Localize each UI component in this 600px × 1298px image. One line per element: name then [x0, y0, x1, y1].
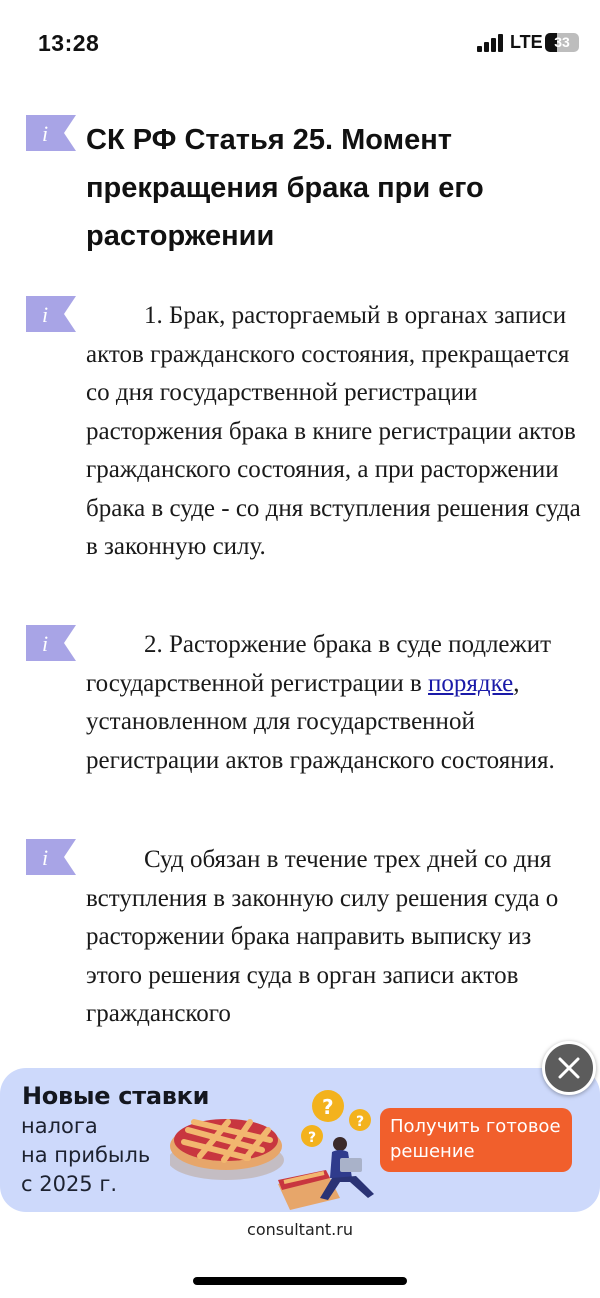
svg-text:i: i [42, 631, 49, 656]
paragraph-text: 2. Расторжение брака в суде подлежит государственной регистрации в [86, 631, 552, 697]
paragraph-text: Суд обязан в течение трех дней со дня вступления в законную силу решения суда о расторжении брака направить выписку из этого решения суда в орган записи актов гражданского [86, 846, 559, 1027]
paragraph-text: , установленном для государственной регистрации актов гражданского состояния. [86, 669, 555, 774]
svg-text:i: i [42, 121, 49, 146]
ad-subtitle: налога [21, 1114, 98, 1138]
battery-level: 33 [554, 34, 570, 50]
article-paragraph [86, 626, 586, 780]
svg-text:?: ? [356, 1114, 365, 1130]
svg-text:i: i [42, 302, 49, 327]
paragraph-text: 1. Брак, расторгаемый в органах записи актов гражданского состояния, прекращается со дня государственной регистрации расторжения брака в книге регистрации актов гражданского состояния, а при расторжении брака в суде - со дня вступления решения суда в законную силу. [86, 302, 581, 560]
close-icon [558, 1057, 580, 1079]
svg-text:i: i [42, 845, 49, 870]
signal-icon [477, 34, 505, 52]
ad-subtitle: с 2025 г. [21, 1172, 118, 1196]
article-paragraph [86, 841, 586, 1034]
get-solution-button[interactable]: Получить готовое решение [380, 1108, 572, 1172]
status-bar [0, 0, 600, 90]
pie-illustration [170, 1086, 385, 1212]
article-title: СК РФ Статья 25. Момент прекращения брака при его расторжении [86, 124, 484, 252]
battery-icon [545, 33, 579, 52]
status-time: 13:28 [38, 30, 100, 56]
close-ad-button[interactable] [542, 1041, 596, 1095]
article-paragraph [86, 297, 586, 567]
info-flag-icon[interactable] [26, 296, 76, 332]
ad-title: Новые ставки [22, 1082, 210, 1110]
svg-text:?: ? [308, 1130, 317, 1146]
info-flag-icon[interactable] [26, 115, 76, 151]
home-indicator[interactable] [193, 1277, 407, 1285]
info-flag-icon[interactable] [26, 839, 76, 875]
procedure-link[interactable]: порядке [428, 669, 514, 697]
ad-subtitle: на прибыль [21, 1143, 151, 1167]
info-flag-icon[interactable] [26, 625, 76, 661]
network-type: LTE [510, 32, 543, 52]
domain-label: consultant.ru [247, 1220, 353, 1239]
ad-banner[interactable] [0, 1068, 600, 1212]
svg-text:?: ? [322, 1095, 334, 1119]
